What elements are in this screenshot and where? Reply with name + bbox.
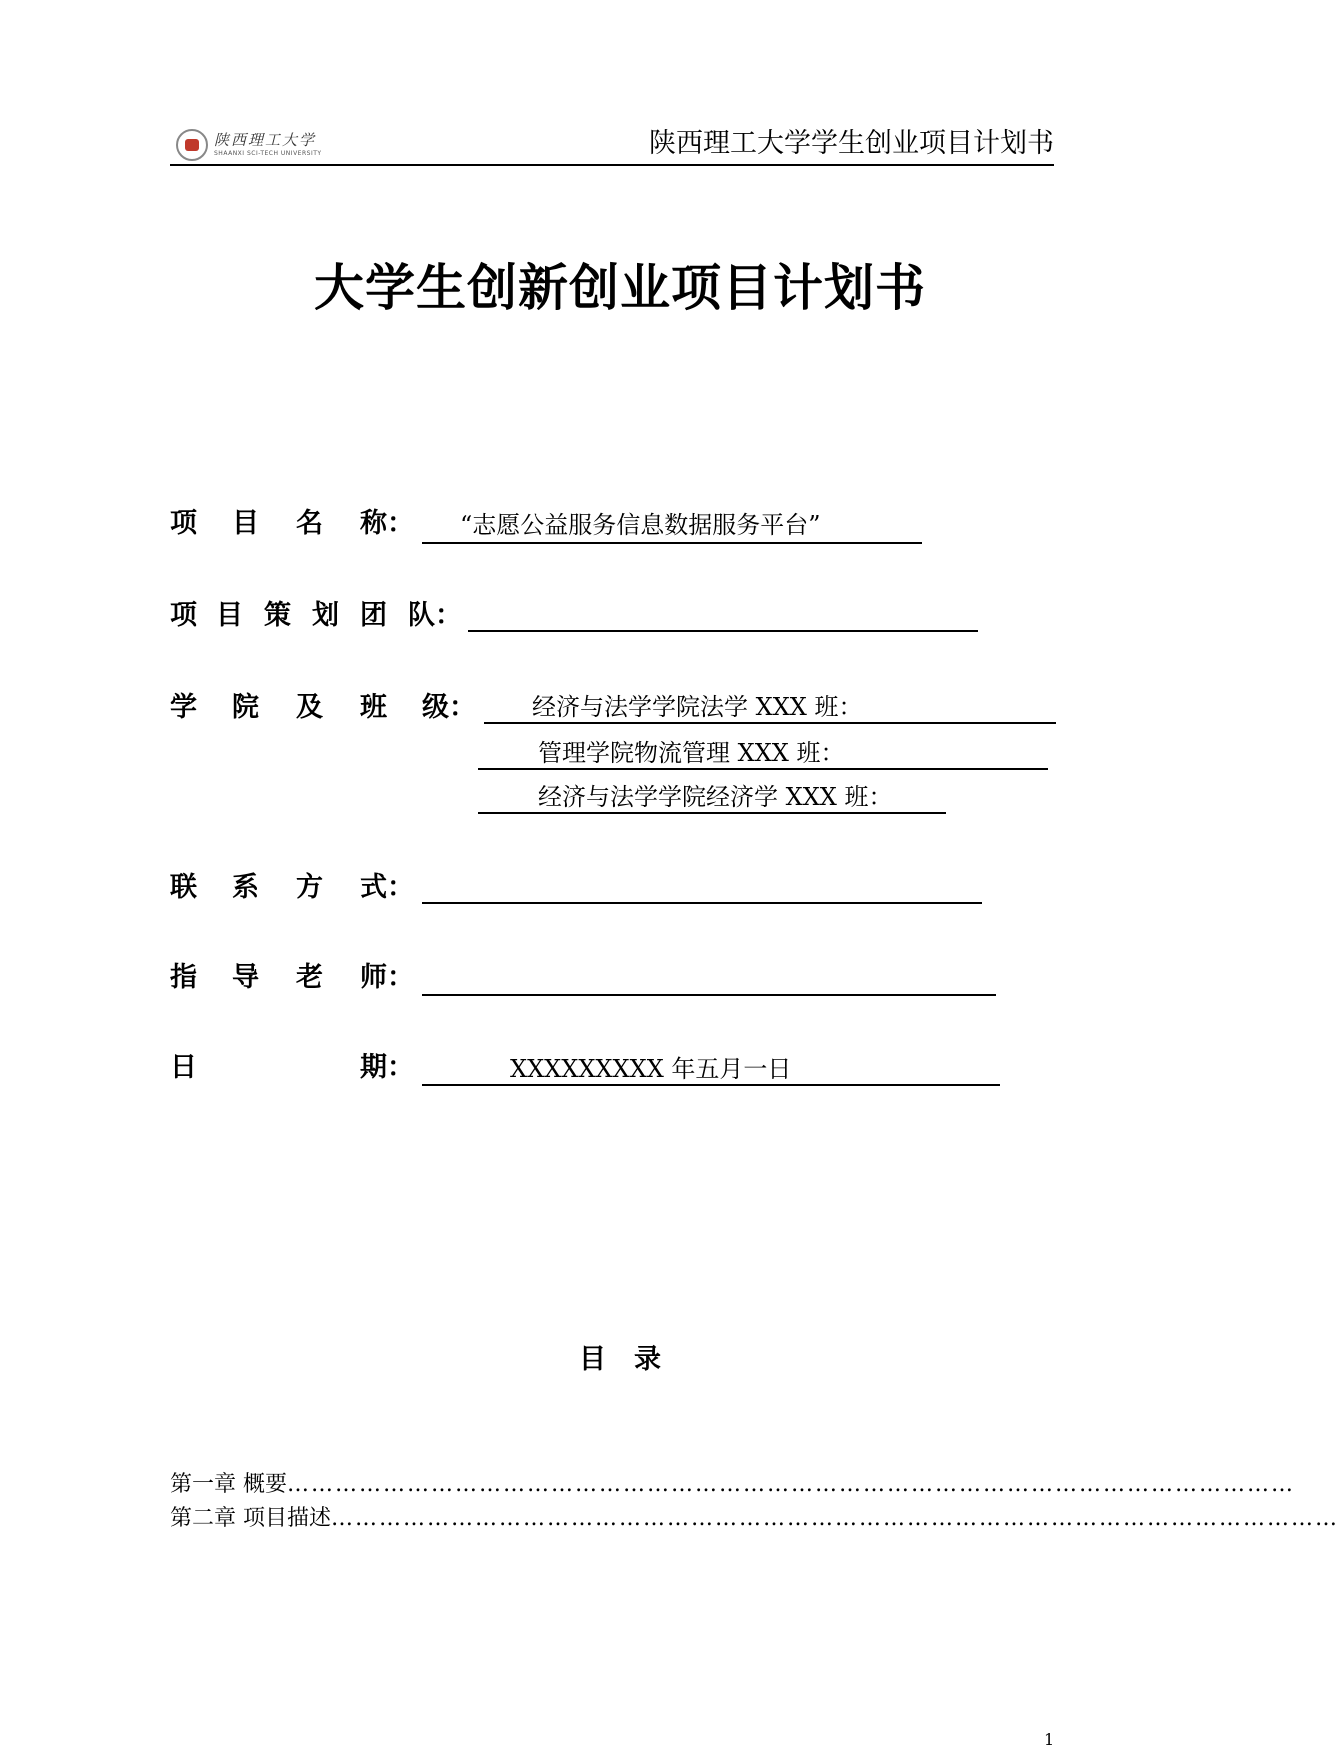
college-value-2: 管理学院物流管理 XXX 班： — [538, 739, 845, 767]
document-title: 大学生创新创业项目计划书 — [314, 259, 926, 317]
project-name-value: “志愿公益服务信息数据服务平台” — [460, 511, 821, 539]
page-number: 1 — [1044, 1730, 1055, 1749]
toc-item-text: 第一章 概要 — [170, 1472, 287, 1497]
college-value-1: 经济与法学学院法学 XXX 班： — [532, 693, 863, 721]
university-logo — [176, 128, 322, 162]
toc-leader-dots: ……………………………………………………………………………………………………………… — [331, 1506, 1339, 1531]
university-seal-icon — [176, 129, 208, 161]
toc-item[interactable] — [170, 1472, 1295, 1498]
toc-item[interactable] — [170, 1506, 1339, 1532]
college-value-3: 经济与法学学院经济学 XXX 班： — [538, 783, 893, 811]
logo-cn-text: 陕西理工大学 — [214, 131, 317, 149]
advisor-underline — [422, 960, 996, 996]
team-underline — [468, 596, 978, 632]
page-header — [170, 126, 1054, 166]
toc-item-text: 第二章 项目描述 — [170, 1506, 331, 1531]
toc-title: 目录 — [579, 1344, 689, 1375]
logo-en-text: SHAANXI SCI-TECH UNIVERSITY — [214, 150, 322, 157]
header-title: 陕西理工大学学生创业项目计划书 — [649, 128, 1054, 159]
date-value: XXXXXXXXX 年五月一日 — [510, 1055, 792, 1083]
contact-underline — [422, 868, 982, 904]
toc-leader-dots: ……………………………………………………………………………………………………………… — [287, 1472, 1295, 1497]
